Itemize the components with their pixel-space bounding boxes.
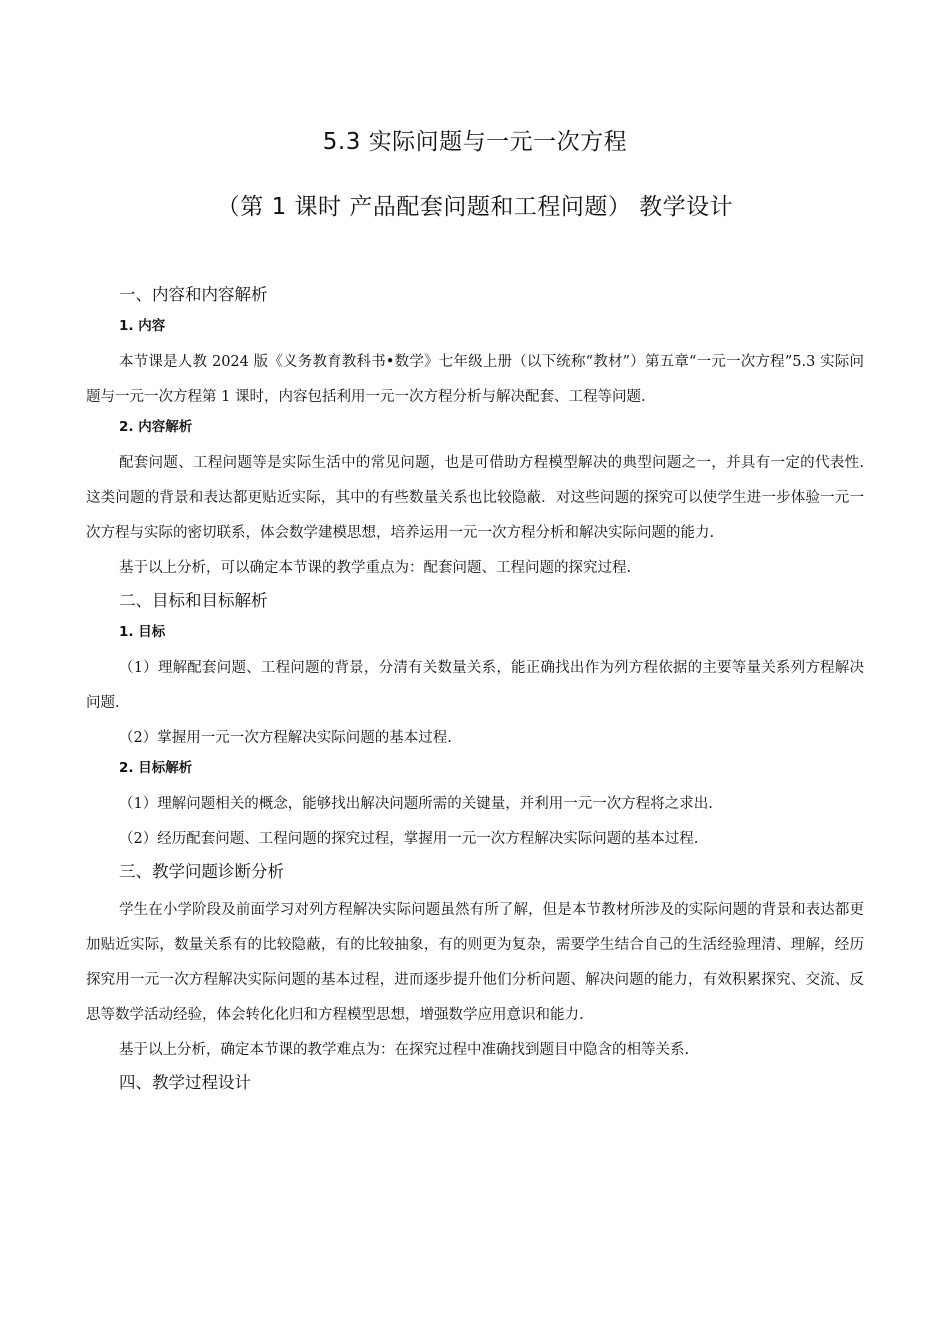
paragraph: 配套问题、工程问题等是实际生活中的常见问题，也是可借助方程模型解决的典型问题之一，并具有一定的代表性. 这类问题的背景和表达都更贴近实际，其中的有些数量关系也比较隐蔽．对这些问题的探究可以使学生进一步体验一元一次方程与实际的密切联系，体会数学建模思想，培养运用一元一次方程分析和解决实际问题的能力. (86, 455, 864, 541)
document-subtitle: （第 1 课时 产品配套问题和工程问题） 教学设计 (216, 194, 734, 220)
section-heading-goals: 二、目标和目标解析 (119, 591, 268, 610)
subheading-goals-analysis: 2. 目标解析 (119, 760, 193, 776)
paragraph: 基于以上分析，可以确定本节课的教学重点为：配套问题、工程问题的探究过程. (119, 560, 632, 576)
section-heading-diagnosis: 三、教学问题诊断分析 (119, 862, 284, 881)
section-heading-process: 四、教学过程设计 (119, 1073, 251, 1092)
subheading-content-analysis: 2. 内容解析 (119, 419, 193, 435)
paragraph: （1）理解配套问题、工程问题的背景，分清有关数量关系，能正确找出作为列方程依据的主要等量关系列方程解决问题. (86, 660, 864, 711)
subheading-content: 1. 内容 (119, 318, 166, 334)
paragraph: 学生在小学阶段及前面学习对列方程解决实际问题虽然有所了解，但是本节教材所涉及的实际问题的背景和表达都更加贴近实际，数量关系有的比较隐蔽，有的比较抽象，有的则更为复杂，需要学生结合自己的生活经验理清、理解，经历探究用一元一次方程解决实际问题的基本过程，进而逐步提升他们分析问题、解决问题的能力，有效积累探究、交流、反思等数学活动经验，体会转化化归和方程模型思想，增强数学应用意识和能力. (86, 902, 864, 1023)
paragraph: 基于以上分析，确定本节课的教学难点为：在探究过程中准确找到题目中隐含的相等关系. (119, 1042, 690, 1058)
document-body (86, 284, 864, 1104)
paragraph: （2）掌握用一元一次方程解决实际问题的基本过程. (119, 730, 452, 746)
subheading-goals: 1. 目标 (119, 624, 166, 640)
paragraph: （1）理解问题相关的概念，能够找出解决问题所需的关键量，并利用一元一次方程将之求出. (119, 796, 713, 812)
section-heading-content: 一、内容和内容解析 (119, 285, 268, 304)
document-title: 5.3 实际问题与一元一次方程 (322, 129, 628, 155)
paragraph: （2）经历配套问题、工程问题的探究过程，掌握用一元一次方程解决实际问题的基本过程. (119, 831, 699, 847)
paragraph: 本节课是人教 2024 版《义务教育教科书•数学》七年级上册（以下统称“教材”）第五章“一元一次方程”5.3 实际问题与一元一次方程第 1 课时，内容包括利用一元一次方程分析与解决配套、工程等问题. (86, 354, 864, 405)
